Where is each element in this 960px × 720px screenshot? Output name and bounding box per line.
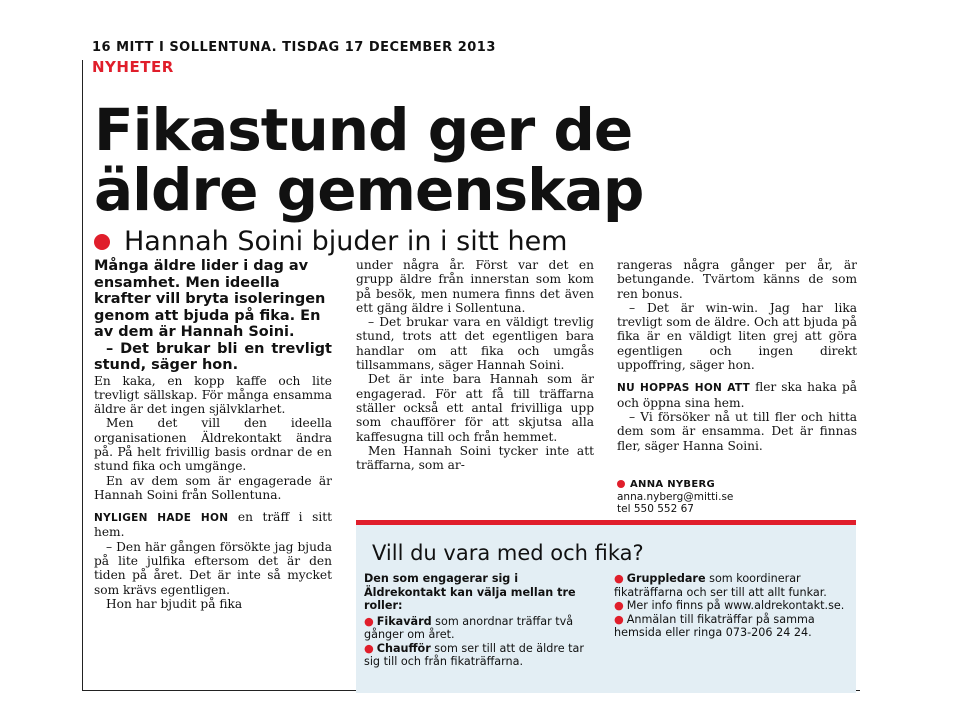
body-paragraph: En av dem som är engagerade är Hannah Soini från Sollentuna. (94, 473, 332, 502)
red-bullet-icon (94, 234, 110, 250)
red-bullet-icon: ● (614, 572, 624, 585)
body-paragraph: Men det vill den ideella organisationen Äldrekontakt ändra på. På helt frivillig basis ordnar de en stund fika och umgänge. (94, 416, 332, 474)
body-paragraph: – Den här gången försökte jag bjuda på lite julfika eftersom det är den tiden på året. Det är inte så mycket som krävs egentligen. (94, 539, 332, 597)
body-paragraph-kicker (94, 510, 332, 540)
red-bullet-icon: ● (614, 599, 624, 612)
section-label: NYHETER (92, 58, 174, 76)
body-paragraph-kicker (617, 380, 857, 410)
factbox-intro: Den som engagerar sig i Äldrekontakt kan välja mellan tre roller: (364, 572, 576, 612)
byline-email: anna.nyberg@mitti.se (617, 491, 734, 503)
article-column-2 (356, 258, 594, 472)
red-bullet-icon (617, 480, 625, 488)
factbox-item-term: Chaufför (376, 641, 431, 655)
factbox-title: Vill du vara med och fika? (372, 541, 644, 565)
byline-phone: tel 550 552 67 (617, 503, 694, 515)
factbox-item-text: som anordnar träffar två gånger om året. (364, 614, 574, 641)
kicker-text: NU HOPPAS HON ATT (617, 382, 751, 395)
body-paragraph: under några år. Först var det en grupp äldre från innerstan som kom på besök, men numera finns det även ett gäng äldre i Sollentuna. (356, 258, 594, 315)
kicker-continuation: en träff i sitt hem. (94, 510, 333, 540)
body-paragraph: – Vi försöker nå ut till fler och hitta dem som är ensamma. Det är finnas fler, säger Hanna Soini. (617, 409, 857, 453)
byline-name-row (617, 478, 733, 491)
body-paragraph: Hon har bjudit på fika (106, 596, 243, 611)
body-paragraph: – Det är win-win. Jag har lika trevligt som de äldre. Och att bjuda på fika är en väldigt liten grej att göra egentligen och ingen direkt uppoffring, säger hon. (617, 300, 857, 373)
subheadline-text: Hannah Soini bjuder in i sitt hem (124, 226, 568, 257)
headline-line-2: äldre gemenskap (94, 156, 644, 224)
page-left-rule (82, 60, 83, 690)
factbox-item-term: Gruppledare (626, 572, 706, 585)
article-column-3 (617, 258, 857, 453)
factbox-left-column (364, 572, 602, 669)
masthead: 16 MITT I SOLLENTUNA. TISDAG 17 DECEMBER 2013 (92, 40, 496, 55)
factbox-item (364, 615, 602, 642)
lead-paragraph: Många äldre lider i dag av ensamhet. Men ideella krafter vill bryta isoleringen genom att bjuda på fika. En av dem är Hannah Soini. (94, 258, 326, 340)
body-paragraph: rangeras några gånger per år, är betungande. Tvärtom känns de som ren bonus. (617, 258, 857, 301)
factbox-item (614, 599, 850, 613)
factbox-right-column (614, 572, 850, 640)
kicker-text: NYLIGEN HADE HON (94, 512, 229, 525)
factbox-item-text: Anmälan till fikaträffar på samma hemsida eller ringa 073-206 24 24. (614, 612, 815, 639)
factbox-item-term: Fikavärd (376, 614, 432, 628)
byline (617, 478, 733, 515)
red-bullet-icon: ● (614, 612, 624, 626)
factbox-item (614, 572, 850, 599)
factbox (356, 520, 856, 693)
body-paragraph: Det är inte bara Hannah som är engagerad. För att få till träffarna ställer också ett antal frivilliga upp som chaufförer för att skjutsa alla kaffesugna till och från hemmet. (356, 372, 594, 444)
headline-line-1: Fikastund ger de (94, 96, 633, 164)
headline (94, 96, 854, 224)
factbox-item (614, 613, 850, 640)
lead-quote: – Det brukar bli en trevligt stund, säger hon. (94, 340, 332, 373)
article-column-1 (94, 258, 332, 611)
kicker-continuation: fler ska haka på och öppna sina hem. (617, 380, 858, 410)
body-paragraph: – Det brukar vara en väldigt trevlig stund, trots att det egentligen bara handlar om att fika och umgås tillsammans, säger Hannah Soini. (356, 315, 594, 373)
factbox-item-text: Mer info finns på www.aldrekontakt.se. (626, 599, 845, 612)
red-bullet-icon: ● (364, 641, 374, 655)
factbox-item-text: som koordinerar fikaträffarna och ser till att allt funkar. (614, 572, 827, 599)
body-paragraph: Men Hannah Soini tycker inte att träffarna, som ar- (356, 443, 594, 473)
factbox-item-text: som ser till att de äldre tar sig till och från fikaträffarna. (364, 641, 584, 668)
body-paragraph: En kaka, en kopp kaffe och lite trevligt sällskap. För många ensamma äldre är det ingen självklarhet. (94, 373, 332, 417)
factbox-item (364, 642, 602, 669)
byline-name: ANNA NYBERG (630, 479, 715, 490)
red-bullet-icon: ● (364, 614, 374, 628)
subheadline (94, 226, 567, 257)
